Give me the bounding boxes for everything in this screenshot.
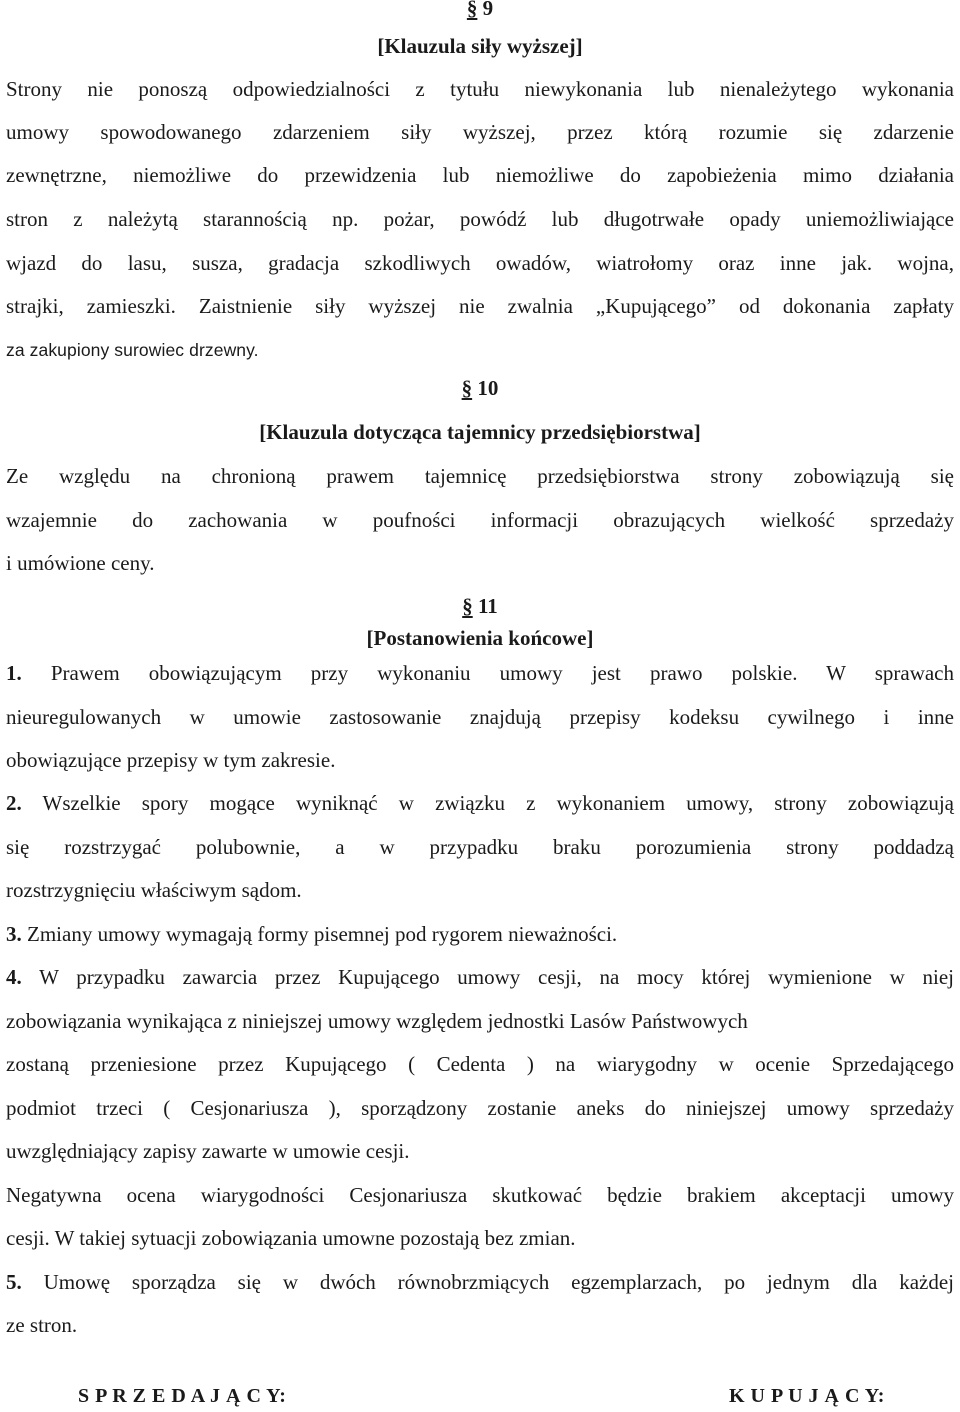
list-item-line bbox=[6, 790, 954, 816]
section-number: 9 bbox=[482, 0, 494, 20]
list-item-line: rozstrzygnięciu właściwym sądom. bbox=[6, 878, 302, 902]
list-item-line: podmiot trzeci ( Cesjonariusza ), sporządzony zostanie aneks do niniejszej umowy sprzedaży bbox=[6, 1096, 954, 1120]
list-item-line: zostaną przeniesione przez Kupującego ( Cedenta ) na wiarygodny w ocenie Sprzedającego bbox=[6, 1052, 954, 1076]
list-item-line: obowiązujące przepisy w tym zakresie. bbox=[6, 748, 336, 772]
list-item-line bbox=[6, 921, 954, 947]
paragraph-line: stron z należytą starannością np. pożar, powódź lub długotrwałe opady uniemożliwiające bbox=[6, 207, 954, 231]
paragraph-line: Ze względu na chronioną prawem tajemnicę przedsiębiorstwa strony zobowiązują się bbox=[6, 464, 954, 488]
item-text: W przypadku zawarcia przez Kupującego umowy cesji, na mocy której wymienione w niej bbox=[21, 965, 954, 989]
section-number: 11 bbox=[477, 594, 498, 618]
item-text: Wszelkie spory mogące wyniknąć w związku z wykonaniem umowy, strony zobowiązują bbox=[21, 791, 954, 815]
section-symbol: § bbox=[462, 594, 473, 618]
section-number: 10 bbox=[477, 376, 499, 400]
section-9-number bbox=[0, 0, 960, 21]
list-item-line: uwzględniający zapisy zawarte w umowie cesji. bbox=[6, 1139, 410, 1163]
section-9-title: [Klauzula siły wyższej] bbox=[377, 34, 583, 58]
item-number: 4. bbox=[6, 965, 22, 989]
paragraph-line: wzajemnie do zachowania w poufności informacji obrazujących wielkość sprzedaży bbox=[6, 508, 954, 532]
list-item-line bbox=[6, 660, 954, 686]
item-number: 3. bbox=[6, 922, 22, 946]
paragraph-line: strajki, zamieszki. Zaistnienie siły wyższej nie zwalnia „Kupującego” od dokonania zapłaty bbox=[6, 294, 954, 318]
section-11-number bbox=[0, 593, 960, 619]
list-item-line: się rozstrzygać polubownie, a w przypadku braku porozumienia strony poddadzą bbox=[6, 835, 954, 859]
paragraph-line: za zakupiony surowiec drzewny. bbox=[6, 340, 259, 360]
list-item-line: zobowiązania wynikająca z niniejszej umowy względem jednostki Lasów Państwowych bbox=[6, 1009, 748, 1033]
section-symbol: § bbox=[461, 376, 473, 400]
item-text: Umowę sporządza się w dwóch równobrzmiących egzemplarzach, po jednym dla każdej bbox=[21, 1270, 954, 1294]
item-number: 5. bbox=[6, 1270, 22, 1294]
list-item-line: cesji. W takiej sytuacji zobowiązania umowne pozostają bez zmian. bbox=[6, 1226, 576, 1250]
list-item-line: ze stron. bbox=[6, 1313, 78, 1337]
list-item-line: Negatywna ocena wiarygodności Cesjonariusza skutkować będzie brakiem akceptacji umowy bbox=[6, 1183, 954, 1207]
item-number: 2. bbox=[6, 791, 22, 815]
section-11-title: [Postanowienia końcowe] bbox=[366, 626, 594, 650]
paragraph-line: umowy spowodowanego zdarzeniem siły wyższej, przez którą rozumie się zdarzenie bbox=[6, 120, 954, 144]
item-number: 1. bbox=[6, 661, 22, 685]
paragraph-line: wjazd do lasu, susza, gradacja szkodliwych owadów, wiatrołomy oraz inne jak. wojna, bbox=[6, 251, 954, 275]
paragraph-line: zewnętrzne, niemożliwe do przewidzenia lub niemożliwe do zapobieżenia mimo działania bbox=[6, 163, 954, 187]
section-10-number bbox=[0, 375, 960, 401]
list-item-line bbox=[6, 964, 954, 990]
list-item-line: nieuregulowanych w umowie zastosowanie znajdują przepisy kodeksu cywilnego i inne bbox=[6, 705, 954, 729]
buyer-signature-label: K U P U J Ą C Y: bbox=[729, 1385, 885, 1407]
seller-signature-label: S P R Z E D A J Ą C Y: bbox=[78, 1385, 287, 1407]
item-text: Zmiany umowy wymagają formy pisemnej pod rygorem nieważności. bbox=[21, 922, 618, 946]
section-symbol: § bbox=[466, 0, 478, 20]
list-item-line bbox=[6, 1269, 954, 1295]
paragraph-line: Strony nie ponoszą odpowiedzialności z tytułu niewykonania lub nienależytego wykonania bbox=[6, 77, 954, 101]
item-text: Prawem obowiązującym przy wykonaniu umowy jest prawo polskie. W sprawach bbox=[21, 661, 954, 685]
paragraph-line: i umówione ceny. bbox=[6, 551, 155, 575]
section-10-title: [Klauzula dotycząca tajemnicy przedsiębiorstwa] bbox=[259, 420, 701, 444]
